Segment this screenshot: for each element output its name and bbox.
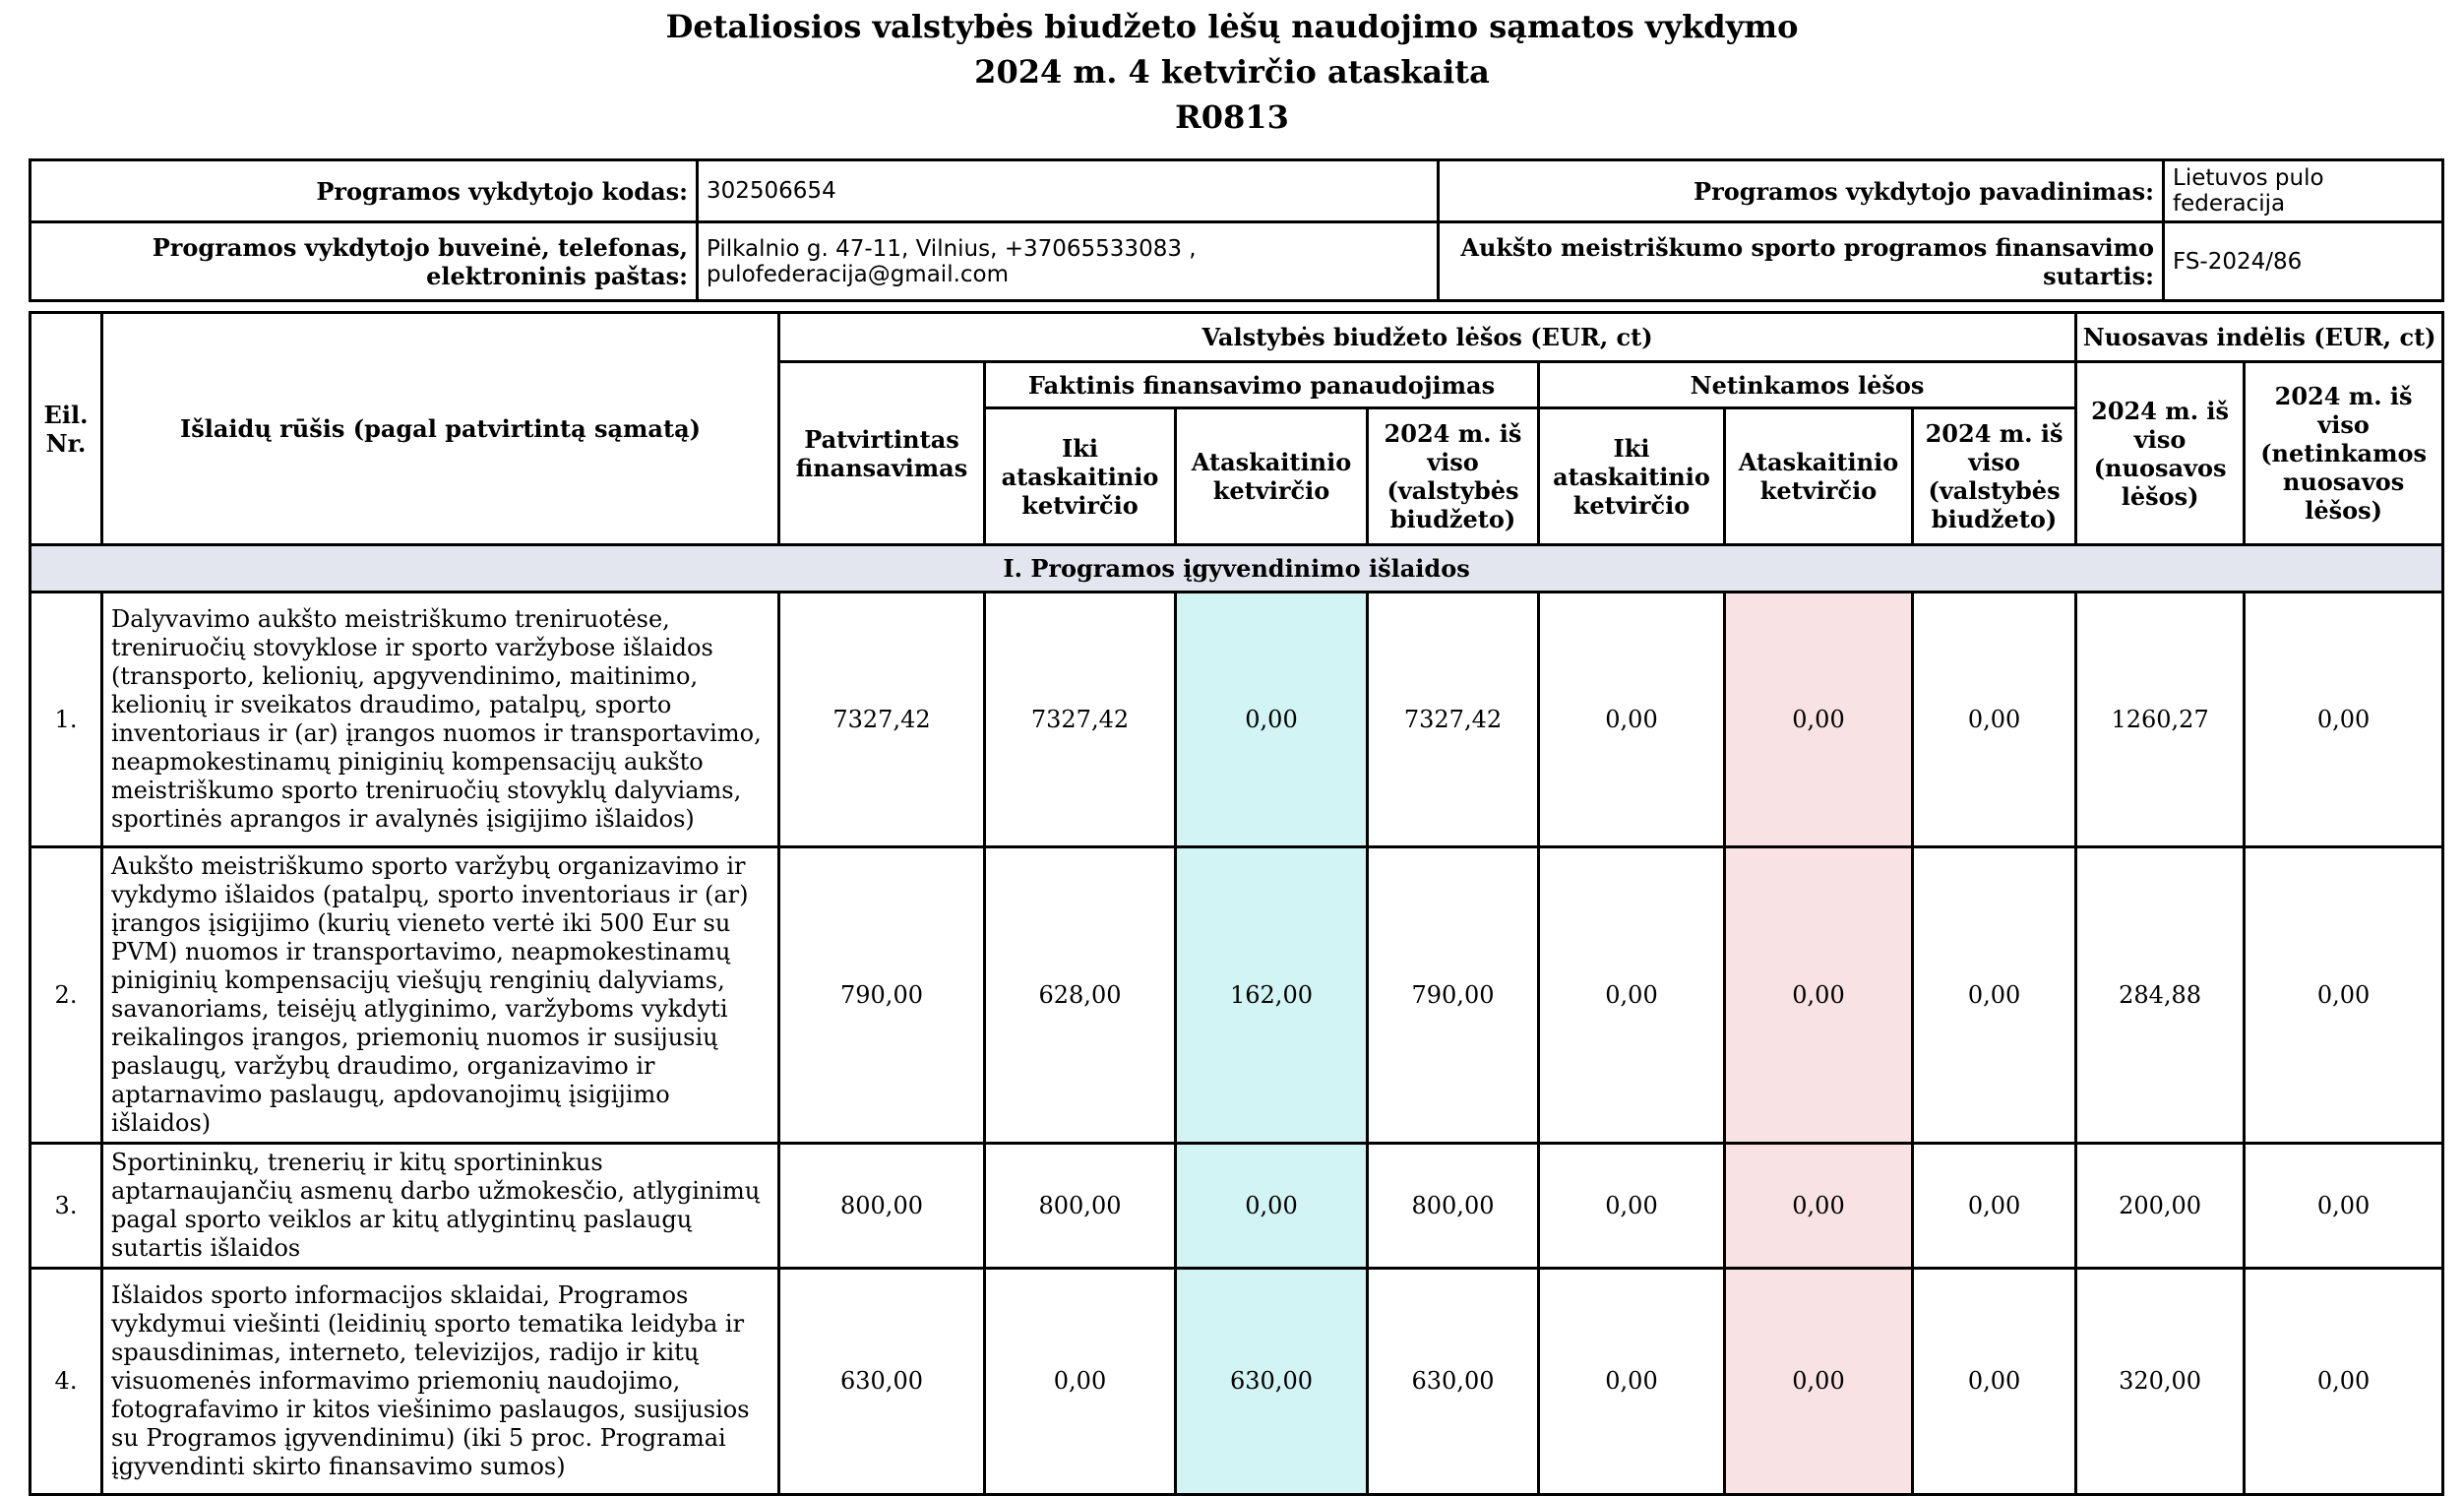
table-row <box>31 1269 2443 1495</box>
code-label: Programos vykdytojo kodas: <box>31 160 698 222</box>
header-inel-period: Ataskaitinio ketvirčio <box>1725 408 1913 545</box>
contract-value: FS-2024/86 <box>2164 222 2443 301</box>
name-value: Lietuvos pulo federacija <box>2164 160 2443 222</box>
email-value: pulofederacija@gmail.com <box>707 261 1010 287</box>
header-state-budget: Valstybės biudžeto lėšos (EUR, ct) <box>779 313 2076 362</box>
cell-inel-period: 0,00 <box>1725 1144 1913 1269</box>
header-actual-use: Faktinis finansavimo panaudojimas <box>985 362 1539 408</box>
section-title: I. Programos įgyvendinimo išlaidos <box>31 545 2443 592</box>
row-description: Dalyvavimo aukšto meistriškumo treniruotėse, treniruočių stovyklose ir sporto varžybose išlaidos (transporto, kelionių, apgyvendinimo, maitinimo, kelionių ir sveikatos draudimo, patalpų, sporto inventoriaus ir (ar) įrangos nuomos ir transportavimo, neapmokestinamų piniginių kompensacijų aukšto meistriškumo sporto treniruočių stovyklų dalyviams, sportinės aprangos ir avalynės įsigijimo išlaidos) <box>102 592 779 847</box>
cell-until-period: 7327,42 <box>985 592 1176 847</box>
cell-total-state: 630,00 <box>1368 1269 1539 1495</box>
row-nr: 4. <box>31 1269 102 1495</box>
header-own-ineligible: 2024 m. iš viso (netinkamos nuosavos lėšos) <box>2245 362 2443 545</box>
budget-table <box>29 311 2444 1496</box>
header-approved: Patvirtintas finansavimas <box>779 362 985 545</box>
cell-own-ineligible: 0,00 <box>2245 847 2443 1144</box>
header-own-total: 2024 m. iš viso (nuosavos lėšos) <box>2076 362 2245 545</box>
title-line-3: R0813 <box>1175 98 1289 136</box>
cell-inel-until: 0,00 <box>1539 1144 1725 1269</box>
cell-own-total: 1260,27 <box>2076 592 2245 847</box>
cell-inel-until: 0,00 <box>1539 592 1725 847</box>
report-title <box>0 0 2464 140</box>
header-own-contribution: Nuosavas indėlis (EUR, ct) <box>2076 313 2443 362</box>
table-row <box>31 592 2443 847</box>
title-line-1: Detaliosios valstybės biudžeto lėšų naudojimo sąmatos vykdymo <box>665 8 1799 45</box>
header-expense-type: Išlaidų rūšis (pagal patvirtintą sąmatą) <box>102 313 779 545</box>
cell-inel-total: 0,00 <box>1913 847 2076 1144</box>
cell-period: 0,00 <box>1176 1144 1368 1269</box>
program-info-table <box>29 158 2444 302</box>
cell-period: 0,00 <box>1176 592 1368 847</box>
cell-approved: 790,00 <box>779 847 985 1144</box>
cell-until-period: 800,00 <box>985 1144 1176 1269</box>
row-nr: 2. <box>31 847 102 1144</box>
header-total-state: 2024 m. iš viso (valstybės biudžeto) <box>1368 408 1539 545</box>
cell-inel-period: 0,00 <box>1725 1269 1913 1495</box>
cell-own-ineligible: 0,00 <box>2245 1144 2443 1269</box>
cell-own-total: 320,00 <box>2076 1269 2245 1495</box>
cell-approved: 800,00 <box>779 1144 985 1269</box>
cell-own-total: 284,88 <box>2076 847 2245 1144</box>
header-ineligible: Netinkamos lėšos <box>1539 362 2076 408</box>
cell-inel-total: 0,00 <box>1913 1269 2076 1495</box>
cell-approved: 630,00 <box>779 1269 985 1495</box>
code-value: 302506654 <box>698 160 1439 222</box>
cell-inel-total: 0,00 <box>1913 1144 2076 1269</box>
table-row <box>31 847 2443 1144</box>
row-nr: 1. <box>31 592 102 847</box>
address-line-1: Pilkalnio g. 47-11, Vilnius, +37065533083 , <box>707 235 1197 262</box>
cell-until-period: 628,00 <box>985 847 1176 1144</box>
cell-inel-until: 0,00 <box>1539 1269 1725 1495</box>
header-nr: Eil. Nr. <box>31 313 102 545</box>
title-line-2: 2024 m. 4 ketvirčio ataskaita <box>974 53 1490 91</box>
cell-total-state: 7327,42 <box>1368 592 1539 847</box>
cell-inel-period: 0,00 <box>1725 592 1913 847</box>
header-period: Ataskaitinio ketvirčio <box>1176 408 1368 545</box>
row-description: Aukšto meistriškumo sporto varžybų organizavimo ir vykdymo išlaidos (patalpų, sporto inventoriaus ir (ar) įrangos įsigijimo (kurių vieneto vertė iki 500 Eur su PVM) nuomos ir transportavimo, neapmokestinamų piniginių kompensacijų viešųjų renginių dalyviams, savanoriams, teisėjų atlyginimo, varžyboms vykdyti reikalingos įrangos, priemonių nuomos ir susijusių paslaugų, varžybų draudimo, organizavimo ir aptarnavimo paslaugų, apdovanojimų įsigijimo išlaidos) <box>102 847 779 1144</box>
cell-own-total: 200,00 <box>2076 1144 2245 1269</box>
row-description: Sportininkų, trenerių ir kitų sportininkus aptarnaujančių asmenų darbo užmokesčio, atlyginimų pagal sporto veiklos ar kitų atlygintinų paslaugų sutartis išlaidos <box>102 1144 779 1269</box>
cell-approved: 7327,42 <box>779 592 985 847</box>
cell-period: 630,00 <box>1176 1269 1368 1495</box>
header-inel-until-period: Iki ataskaitinio ketvirčio <box>1539 408 1725 545</box>
address-label: Programos vykdytojo buveinė, telefonas, elektroninis paštas: <box>31 222 698 301</box>
cell-inel-period: 0,00 <box>1725 847 1913 1144</box>
cell-period: 162,00 <box>1176 847 1368 1144</box>
cell-own-ineligible: 0,00 <box>2245 592 2443 847</box>
header-until-period: Iki ataskaitinio ketvirčio <box>985 408 1176 545</box>
table-row <box>31 1144 2443 1269</box>
header-inel-total-state: 2024 m. iš viso (valstybės biudžeto) <box>1913 408 2076 545</box>
cell-total-state: 800,00 <box>1368 1144 1539 1269</box>
name-label: Programos vykdytojo pavadinimas: <box>1439 160 2164 222</box>
row-nr: 3. <box>31 1144 102 1269</box>
cell-inel-until: 0,00 <box>1539 847 1725 1144</box>
cell-total-state: 790,00 <box>1368 847 1539 1144</box>
cell-inel-total: 0,00 <box>1913 592 2076 847</box>
cell-until-period: 0,00 <box>985 1269 1176 1495</box>
row-description: Išlaidos sporto informacijos sklaidai, Programos vykdymui viešinti (leidinių sporto tematika leidyba ir spausdinimas, interneto, televizijos, radijo ir kitų visuomenės informavimo priemonių naudojimo, fotografavimo ir kitos viešinimo paslaugos, susijusios su Programos įgyvendinimu) (iki 5 proc. Programai įgyvendinti skirto finansavimo sumos) <box>102 1269 779 1495</box>
contract-label: Aukšto meistriškumo sporto programos finansavimo sutartis: <box>1439 222 2164 301</box>
cell-own-ineligible: 0,00 <box>2245 1269 2443 1495</box>
address-value <box>698 222 1439 301</box>
